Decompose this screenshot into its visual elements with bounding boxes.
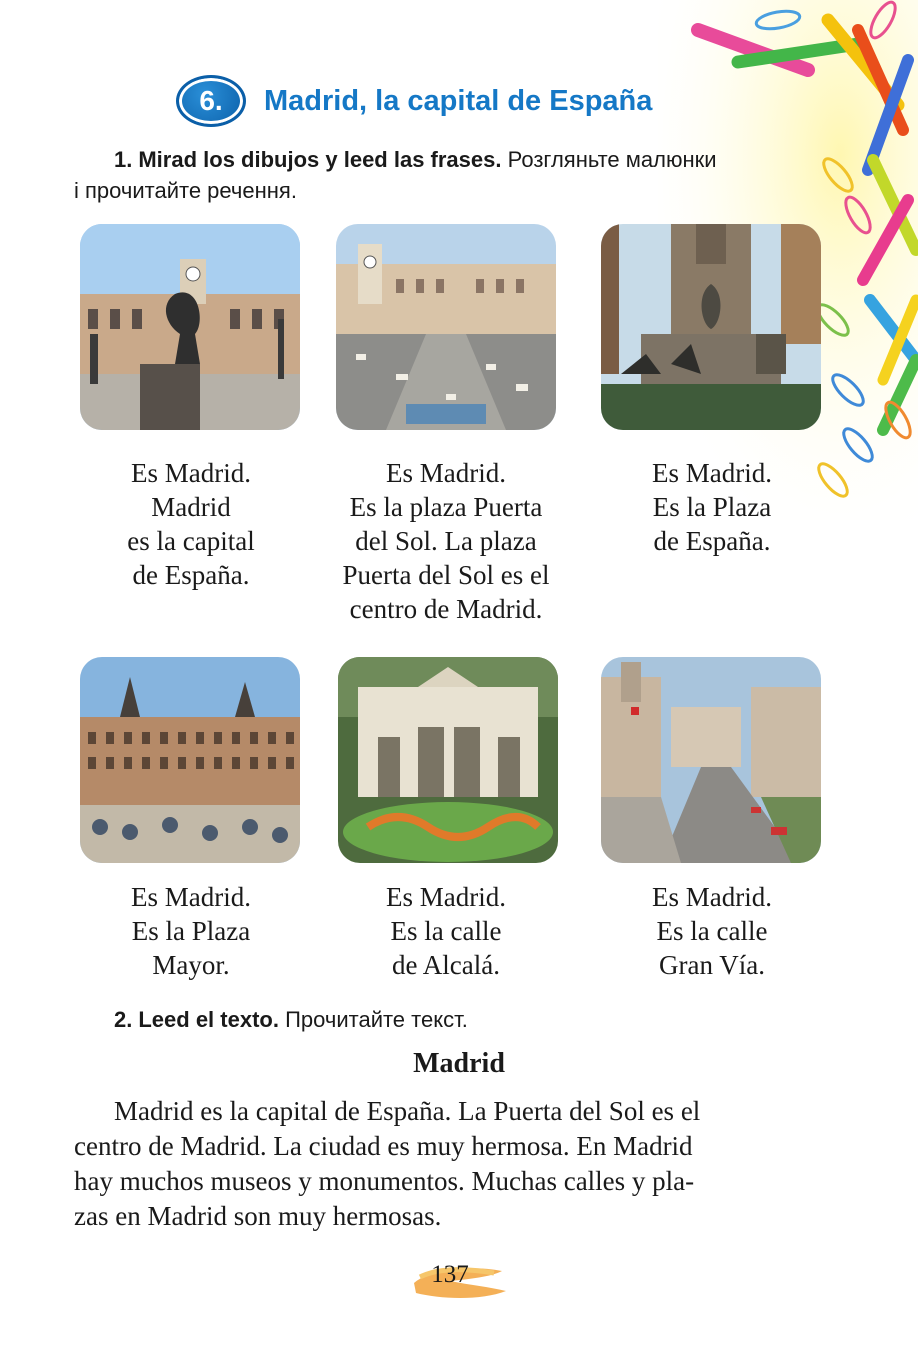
- puerta-del-sol-square-photo: [336, 224, 556, 430]
- puerta-del-sol-clock-tower-bear-statue-photo: [80, 224, 300, 430]
- lesson-number-badge: 6.: [176, 75, 246, 127]
- caption-line: Mayor.: [152, 950, 230, 980]
- picture-caption: [311, 880, 581, 982]
- reading-text: [74, 1094, 844, 1234]
- task-translation: і прочитайте речення.: [74, 178, 297, 203]
- reading-line: Madrid es la capital de España. La Puerta del Sol es el: [114, 1096, 701, 1126]
- caption-line: de España.: [653, 526, 771, 556]
- task-instruction: Mirad los dibujos y leed las frases.: [138, 147, 502, 172]
- caption-line: centro de Madrid.: [349, 594, 543, 624]
- caption-line: Es la calle: [390, 916, 502, 946]
- plaza-mayor-photo: [80, 657, 300, 863]
- caption-line: del Sol. La plaza: [355, 526, 537, 556]
- task-translation: Прочитайте текст.: [285, 1007, 468, 1032]
- caption-line: Gran Vía.: [659, 950, 765, 980]
- caption-line: Es la Plaza: [652, 492, 772, 522]
- picture-caption: [577, 456, 847, 558]
- task-instruction: Leed el texto.: [138, 1007, 279, 1032]
- task-1-instruction: [74, 144, 846, 206]
- caption-line: de España.: [132, 560, 250, 590]
- picture-caption: [56, 880, 326, 982]
- task-translation: Розгляньте малюнки: [507, 147, 717, 172]
- reading-title: Madrid: [413, 1048, 505, 1079]
- caption-line: Es Madrid.: [386, 458, 506, 488]
- caption-line: Madrid: [151, 492, 231, 522]
- caption-line: Es Madrid.: [131, 882, 251, 912]
- caption-line: Es la plaza Puerta: [349, 492, 543, 522]
- plaza-de-espana-monument-photo: [601, 224, 821, 430]
- lesson-title: Madrid, la capital de España: [264, 84, 653, 117]
- task-2-instruction: [74, 1004, 846, 1035]
- caption-line: Puerta del Sol es el: [342, 560, 550, 590]
- caption-line: Es Madrid.: [386, 882, 506, 912]
- reading-line: hay muchos museos y monumentos. Muchas calles y pla-: [74, 1166, 695, 1196]
- caption-line: Es Madrid.: [652, 882, 772, 912]
- caption-line: es la capital: [127, 526, 255, 556]
- reading-line: zas en Madrid son muy hermosas.: [74, 1201, 442, 1231]
- task-number: 2.: [114, 1007, 133, 1032]
- picture-caption: [311, 456, 581, 626]
- caption-line: Es la Plaza: [131, 916, 251, 946]
- caption-line: Es la calle: [656, 916, 768, 946]
- page-number-area: [410, 1255, 510, 1305]
- puerta-de-alcala-photo: [338, 657, 558, 863]
- reading-line: centro de Madrid. La ciudad es muy hermosa. En Madrid: [74, 1131, 693, 1161]
- caption-line: Es Madrid.: [131, 458, 251, 488]
- caption-line: de Alcalá.: [392, 950, 500, 980]
- page-number: 137: [431, 1261, 469, 1288]
- caption-line: Es Madrid.: [652, 458, 772, 488]
- lesson-header: [176, 76, 652, 126]
- picture-caption: [56, 456, 326, 592]
- picture-caption: [577, 880, 847, 982]
- task-number: 1.: [114, 147, 133, 172]
- gran-via-street-photo: [601, 657, 821, 863]
